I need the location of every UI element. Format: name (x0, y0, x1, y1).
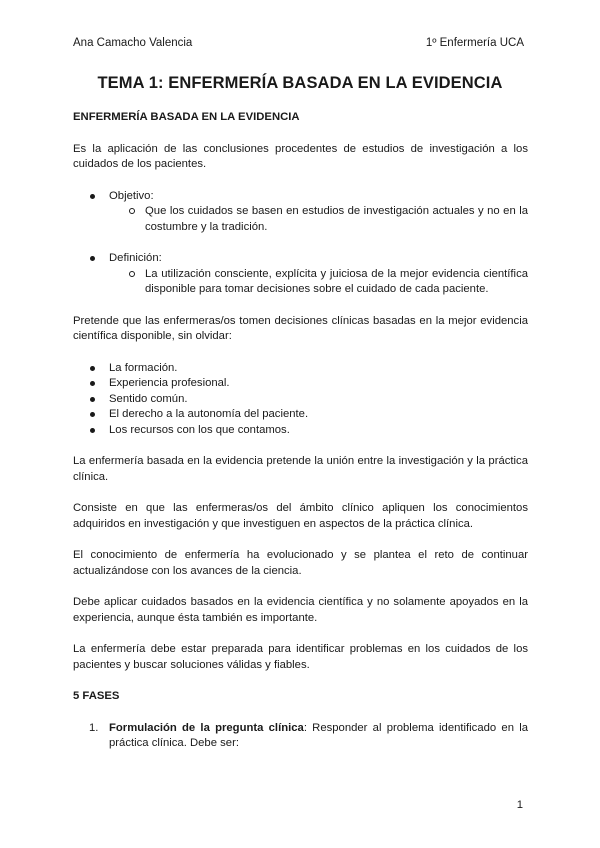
bullet-list (73, 361, 528, 439)
list-item-label: Definición: (109, 252, 162, 264)
paragraph: Es la aplicación de las conclusiones procedentes de estudios de investigación a los cuidados de los pacientes. (73, 142, 528, 170)
bullet-list (73, 189, 528, 236)
bullet-list (73, 251, 528, 298)
list-item (73, 721, 528, 752)
list-item: Experiencia profesional. (73, 376, 528, 392)
paragraph: El conocimiento de enfermería ha evolucionado y se plantea el reto de continuar actualizándose con los avances de la ciencia. (73, 549, 528, 577)
list-item: La formación. (73, 361, 528, 377)
step-title: Formulación de la pregunta clínica (109, 721, 304, 734)
sub-list-item: La utilización consciente, explícita y juiciosa de la mejor evidencia científica disponible para tomar decisiones sobre el cuidado de cada paciente. (109, 267, 528, 298)
header-author: Ana Camacho Valencia (73, 37, 193, 49)
header-course: 1º Enfermería UCA (425, 37, 524, 49)
step-text: : Responder al problema identificado en la práctica clínica. Debe ser: (109, 721, 529, 749)
list-number: 1. (89, 721, 99, 734)
numbered-list (73, 721, 528, 752)
page-number: 1 (516, 799, 523, 811)
section-heading: 5 FASES (73, 690, 120, 702)
paragraph: Debe aplicar cuidados basados en la evidencia científica y no solamente apoyados en la experiencia, aunque ésta también es importante. (73, 596, 528, 624)
sub-list (109, 267, 528, 298)
page-title: TEMA 1: ENFERMERÍA BASADA EN LA EVIDENCIA (97, 74, 503, 92)
paragraph: Consiste en que las enfermeras/os del ámbito clínico apliquen los conocimientos adquiridos en investigación y que investiguen en aspectos de la práctica clínica. (73, 502, 528, 530)
list-item-label: Objetivo: (109, 189, 154, 202)
list-item: El derecho a la autonomía del paciente. (73, 407, 528, 423)
list-item (73, 251, 528, 298)
list-item: Sentido común. (73, 392, 528, 408)
paragraph: La enfermería debe estar preparada para identificar problemas en los cuidados de los pacientes y buscar soluciones válidas y fiables. (73, 643, 528, 671)
document-body (73, 110, 528, 752)
section-heading: ENFERMERÍA BASADA EN LA EVIDENCIA (73, 111, 300, 123)
list-item: Los recursos con los que contamos. (73, 423, 528, 439)
sub-list-item: Que los cuidados se basen en estudios de investigación actuales y no en la costumbre y la tradición. (109, 204, 528, 235)
paragraph: La enfermería basada en la evidencia pretende la unión entre la investigación y la práctica clínica. (73, 455, 528, 483)
sub-list (109, 204, 528, 235)
paragraph: Pretende que las enfermeras/os tomen decisiones clínicas basadas en la mejor evidencia científica disponible, sin olvidar: (73, 314, 528, 342)
list-item (73, 189, 528, 236)
